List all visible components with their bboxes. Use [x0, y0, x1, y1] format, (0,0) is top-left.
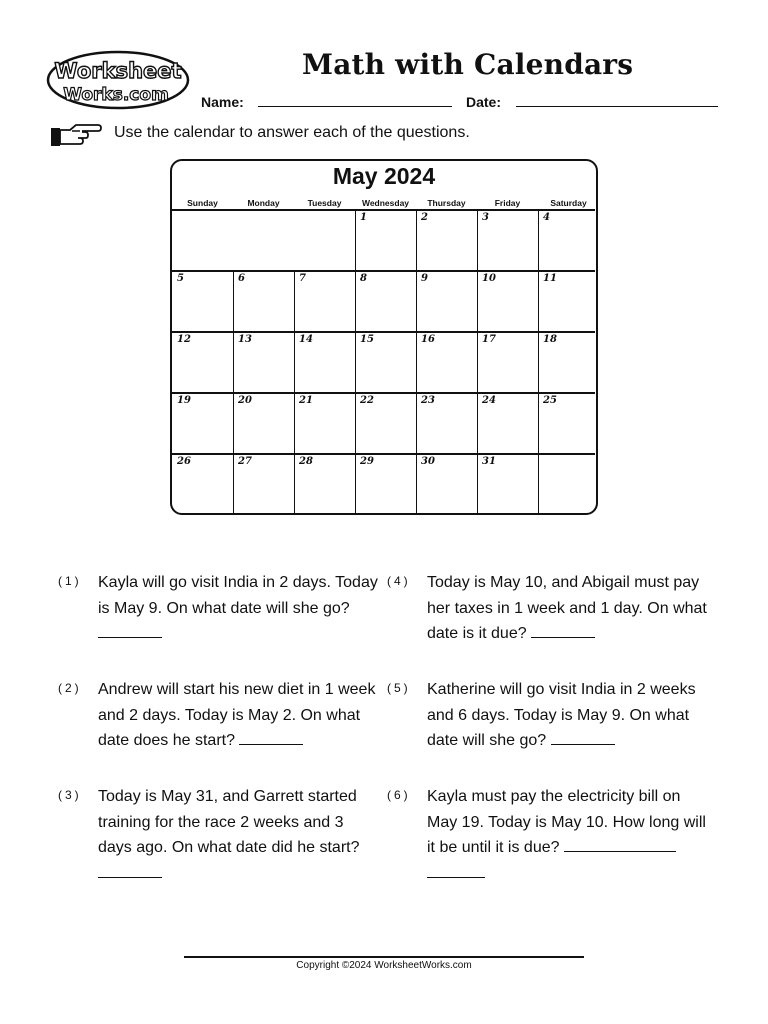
calendar-col-line [355, 331, 357, 392]
calendar-col-line [538, 270, 540, 331]
question-number: (5) [387, 681, 411, 695]
answer-blank[interactable] [564, 837, 676, 852]
question-number: (1) [58, 574, 82, 588]
calendar-col-line [477, 453, 479, 514]
question-number: (3) [58, 788, 82, 802]
calendar-date: 7 [299, 273, 306, 284]
name-label: Name: [201, 94, 244, 110]
calendar-col-line [233, 270, 235, 331]
day-name-saturday: Saturday [550, 198, 587, 208]
question-text: Kayla will go visit India in 2 days. Today is May 9. On what date will she go? [98, 574, 378, 617]
question-text: Today is May 10, and Abigail must pay her taxes in 1 week and 1 day. On what date is it due? [427, 574, 707, 642]
question-text: Katherine will go visit India in 2 weeks and 6 days. Today is May 9. On what date will she go? [427, 681, 696, 749]
calendar-date: 28 [299, 456, 313, 467]
calendar-date: 20 [238, 395, 252, 406]
calendar-date: 13 [238, 334, 252, 345]
calendar-col-line [416, 392, 418, 453]
calendar-date: 3 [482, 212, 489, 223]
calendar-col-line [355, 270, 357, 331]
calendar [170, 159, 598, 515]
calendar-col-line [538, 331, 540, 392]
copyright-text: Copyright ©2024 WorksheetWorks.com [296, 960, 472, 971]
calendar-date: 27 [238, 456, 252, 467]
calendar-date: 24 [482, 395, 496, 406]
answer-blank[interactable] [531, 623, 595, 638]
calendar-col-line [538, 392, 540, 453]
calendar-col-line [233, 392, 235, 453]
instructions-text: Use the calendar to answer each of the questions. [114, 124, 470, 141]
calendar-date: 1 [360, 212, 367, 223]
calendar-date: 5 [177, 273, 184, 284]
calendar-row-line [172, 270, 595, 272]
day-name-sunday: Sunday [187, 198, 218, 208]
calendar-col-line [294, 392, 296, 453]
calendar-col-line [416, 209, 418, 270]
calendar-date: 19 [177, 395, 191, 406]
calendar-date: 10 [482, 273, 496, 284]
calendar-row-line [172, 209, 595, 211]
day-name-friday: Friday [494, 198, 521, 208]
day-name-monday: Monday [247, 198, 280, 208]
date-label: Date: [466, 94, 502, 110]
calendar-date: 9 [421, 273, 428, 284]
question-text: Today is May 31, and Garrett started training for the race 2 weeks and 3 days ago. On what date did he start? [98, 788, 360, 856]
calendar-col-line [355, 209, 357, 270]
calendar-date: 22 [360, 395, 374, 406]
page-title: Math with Calendars [302, 48, 634, 81]
calendar-row-line [172, 331, 595, 333]
calendar-col-line [477, 392, 479, 453]
calendar-col-line [355, 392, 357, 453]
calendar-date: 11 [543, 273, 557, 284]
day-name-wednesday: Wednesday [361, 198, 410, 208]
logo-line2: Works.com [63, 85, 169, 105]
worksheetworks-logo [46, 50, 190, 110]
calendar-date: 12 [177, 334, 191, 345]
calendar-row-line [172, 453, 595, 455]
calendar-col-line [294, 453, 296, 514]
answer-blank[interactable] [551, 730, 615, 745]
calendar-date: 2 [421, 212, 428, 223]
question-number: (6) [387, 788, 411, 802]
calendar-col-line [477, 209, 479, 270]
calendar-col-line [294, 270, 296, 331]
calendar-month-title: May 2024 [332, 163, 436, 189]
calendar-col-line [416, 331, 418, 392]
calendar-col-line [538, 209, 540, 270]
footer-divider [184, 956, 584, 958]
answer-blank-continued[interactable] [427, 863, 485, 878]
calendar-col-line [416, 270, 418, 331]
calendar-col-line [477, 331, 479, 392]
calendar-row-line [172, 392, 595, 394]
question-number: (2) [58, 681, 82, 695]
calendar-date: 17 [482, 334, 496, 345]
calendar-date: 4 [543, 212, 550, 223]
pointing-hand-icon [50, 122, 102, 148]
day-name-thursday: Thursday [427, 198, 466, 208]
calendar-col-line [355, 453, 357, 514]
calendar-date: 30 [421, 456, 435, 467]
calendar-date: 6 [238, 273, 245, 284]
calendar-date: 16 [421, 334, 435, 345]
answer-blank[interactable] [239, 730, 303, 745]
calendar-col-line [416, 453, 418, 514]
name-field[interactable] [258, 106, 452, 107]
calendar-date: 15 [360, 334, 374, 345]
calendar-col-line [233, 331, 235, 392]
calendar-date: 29 [360, 456, 374, 467]
calendar-col-line [477, 270, 479, 331]
calendar-date: 26 [177, 456, 191, 467]
calendar-col-line [233, 453, 235, 514]
calendar-col-line [294, 331, 296, 392]
logo-line1: Worksheet [54, 59, 182, 83]
question-text: Andrew will start his new diet in 1 week and 2 days. Today is May 2. On what date does he start? [98, 681, 376, 749]
question-number: (4) [387, 574, 411, 588]
question-text: Kayla must pay the electricity bill on May 19. Today is May 10. How long will it be until it is due? [427, 788, 706, 856]
day-name-tuesday: Tuesday [307, 198, 342, 208]
calendar-date: 21 [299, 395, 313, 406]
answer-blank[interactable] [98, 863, 162, 878]
calendar-date: 14 [299, 334, 313, 345]
calendar-date: 23 [421, 395, 435, 406]
calendar-date: 25 [543, 395, 557, 406]
calendar-date: 8 [360, 273, 367, 284]
calendar-date: 18 [543, 334, 557, 345]
answer-blank[interactable] [98, 623, 162, 638]
calendar-date: 31 [482, 456, 496, 467]
date-field[interactable] [516, 106, 718, 107]
calendar-col-line [538, 453, 540, 514]
